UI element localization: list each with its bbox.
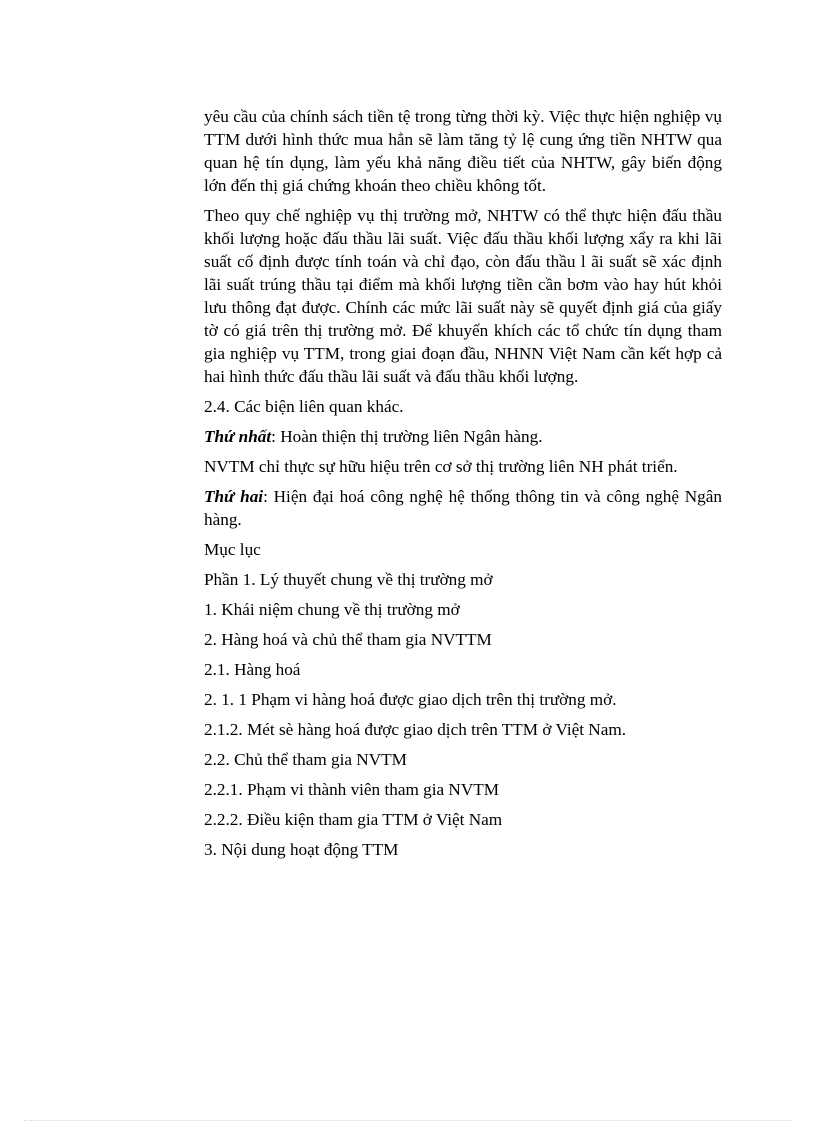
second-measure-lead: Thứ hai — [204, 487, 264, 506]
toc-title: Mục lục — [204, 540, 261, 559]
toc-item: Phần 1. Lý thuyết chung về thị trường mở — [204, 570, 493, 589]
toc-item: 1. Khái niệm chung về thị trường mở — [204, 600, 460, 619]
section-heading-2-4: 2.4. Các biện liên quan khác. — [204, 397, 404, 416]
first-measure — [204, 425, 722, 448]
second-measure — [204, 485, 722, 531]
toc-item: 2.2.1. Phạm vi thành viên tham gia NVTM — [204, 780, 500, 799]
toc-item: 2.2.2. Điều kiện tham gia TTM ở Việt Nam — [204, 810, 503, 829]
nvtm-effectiveness-line: NVTM chỉ thực sự hữu hiệu trên cơ sở thị trường liên NH phát triển. — [204, 457, 678, 476]
toc-item: 2.2. Chủ thể tham gia NVTM — [204, 750, 407, 769]
toc-item: 2.1.2. Mét sè hàng hoá được giao dịch trên TTM ở Việt Nam. — [204, 720, 627, 739]
second-measure-text: : Hiện đại hoá công nghệ hệ thống thông tin và công nghệ Ngân hàng. — [204, 487, 722, 529]
toc-item: 3. Nội dung hoạt động TTM — [204, 840, 399, 859]
document-page — [204, 105, 722, 868]
toc-item: 2. 1. 1 Phạm vi hàng hoá được giao dịch trên thị trường mở. — [204, 690, 617, 709]
toc-item: 2. Hàng hoá và chủ thể tham gia NVTTM — [204, 630, 492, 649]
toc-item: 2.1. Hàng hoá — [204, 660, 301, 679]
paragraph-monetary-policy: yêu cầu của chính sách tiền tệ trong từng thời kỳ. Việc thực hiện nghiệp vụ TTM dưới hình thức mua hẳn sẽ làm tăng tỷ lệ cung ứng tiền NHTW qua quan hệ tín dụng, làm yếu khả năng điều tiết của NHTW, gây biến động lớn đến thị giá chứng khoán theo chiều không tốt. — [204, 107, 722, 195]
toc-list — [204, 568, 722, 861]
page-bottom-divider — [24, 1120, 792, 1121]
first-measure-text: : Hoàn thiện thị trường liên Ngân hàng. — [271, 427, 543, 446]
first-measure-lead: Thứ nhất — [204, 427, 272, 446]
paragraph-auction-rules: Theo quy chế nghiệp vụ thị trường mở, NHTW có thể thực hiện đấu thầu khối lượng hoặc đấu thầu lãi suất. Việc đấu thầu khối lượng xẩy ra khi lãi suất cố định được tính toán và chỉ đạo, còn đấu thầu l ãi suất sẽ xác định lãi suất trúng thầu tại điểm mà khối lượng tiền cần bơm vào hay hút khỏi lưu thông đạt được. Chính các mức lãi suất này sẽ quyết định giá của giấy tờ có giá trên thị trường mở. Để khuyến khích các tổ chức tín dụng tham gia nghiệp vụ TTM, trong giai đoạn đầu, NHNN Việt Nam cần kết hợp cả hai hình thức đấu thầu lãi suất và đấu thầu khối lượng. — [204, 206, 722, 386]
